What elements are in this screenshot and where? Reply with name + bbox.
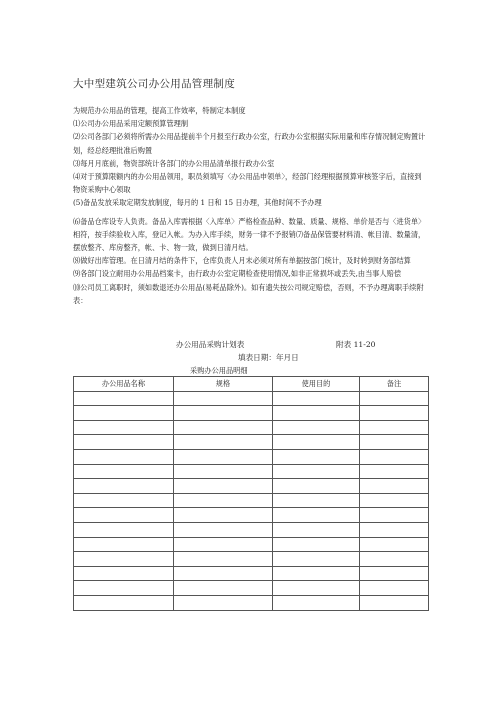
paragraph-item: ⑴公司办公用品采用定额预算管理制 — [73, 119, 189, 129]
table-cell — [74, 391, 174, 406]
table-cell — [174, 391, 273, 406]
table-cell — [174, 581, 273, 596]
detail-header: 采购办公用品明细 — [190, 366, 248, 375]
paragraph-item: ⑼各部门设立耐用办公用品档案卡，由行政办公室定期检查使用情况,如非正常损坏或丢失,由当事人赔偿 — [73, 269, 402, 279]
table-cell — [273, 435, 360, 450]
table-cell — [174, 493, 273, 508]
table-cell — [360, 406, 429, 421]
table-cell — [273, 479, 360, 494]
table-cell — [174, 537, 273, 552]
table-row — [74, 391, 429, 406]
table-cell — [174, 449, 273, 464]
paragraph-item: ⑻做好出库管理。在日清月结的条件下，仓库负责人月末必须对所有单据按部门统计，及时转到财务部结算 — [73, 256, 411, 266]
table-row — [74, 406, 429, 421]
paragraph-item: ⑷对于预算限额内的办公用品领用，职员须填写〈办公用品申领单〉，经部门经理根据预算审核签字后，直接到物资采购中心领取 — [73, 172, 422, 195]
table-cell — [273, 552, 360, 567]
column-header-purpose: 使用目的 — [273, 377, 360, 392]
table-cell — [74, 479, 174, 494]
table-row — [74, 566, 429, 581]
form-reference: 附表 11-20 — [336, 340, 376, 349]
table-cell — [273, 493, 360, 508]
column-header-remarks: 备注 — [360, 377, 429, 392]
table-cell — [74, 420, 174, 435]
table-cell — [174, 406, 273, 421]
table-cell — [174, 479, 273, 494]
table-cell — [74, 406, 174, 421]
table-cell — [74, 464, 174, 479]
table-cell — [74, 493, 174, 508]
table-cell — [174, 464, 273, 479]
table-row — [74, 464, 429, 479]
table-cell — [273, 464, 360, 479]
column-header-spec: 规格 — [174, 377, 273, 392]
table-cell — [174, 595, 273, 610]
table-cell — [360, 522, 429, 537]
table-cell — [74, 522, 174, 537]
table-cell — [273, 581, 360, 596]
table-row — [74, 420, 429, 435]
document-title: 大中型建筑公司办公用品管理制度 — [73, 78, 235, 90]
column-header-name: 办公用品名称 — [74, 377, 174, 392]
table-cell — [74, 552, 174, 567]
table-cell — [360, 493, 429, 508]
table-cell — [273, 508, 360, 523]
table-cell — [360, 420, 429, 435]
table-body — [74, 391, 429, 610]
table-cell — [273, 537, 360, 552]
table-cell — [360, 508, 429, 523]
table-cell — [360, 449, 429, 464]
table-cell — [74, 508, 174, 523]
table-cell — [74, 581, 174, 596]
paragraph-item: ⑹备品仓库设专人负责。备品入库需根据〈入库单〉严格检查品种、数量、质量、规格、单价是否与〈进货单〉相符，按手续验收入库，登记入帐。为办入库手续，财务一律不予报销⑺备品保管要材料清、帐目清、数量清，摆放整齐、库房整齐，帐、卡、物一致，做到日清月结。 — [73, 216, 426, 253]
table-cell — [273, 595, 360, 610]
table-cell — [174, 522, 273, 537]
paragraph-item: (5)备品发放采取定期发放制度，每月的 1 日和 15 日办理，其他时间不予办理 — [73, 198, 322, 208]
table-cell — [273, 406, 360, 421]
table-cell — [360, 391, 429, 406]
table-row — [74, 595, 429, 610]
table-row — [74, 522, 429, 537]
table-cell — [74, 435, 174, 450]
table-row — [74, 508, 429, 523]
table-cell — [273, 522, 360, 537]
table-cell — [360, 552, 429, 567]
table-cell — [360, 595, 429, 610]
table-cell — [74, 449, 174, 464]
document-body — [73, 104, 428, 307]
table-row — [74, 552, 429, 567]
table-cell — [74, 595, 174, 610]
paragraph-intro: 为规范办公用品的管理，提高工作效率，特制定本制度 — [73, 106, 246, 115]
table-cell — [360, 581, 429, 596]
table-row — [74, 479, 429, 494]
table-cell — [273, 420, 360, 435]
form-caption: 办公用品采购计划表 — [176, 340, 245, 349]
table-cell — [273, 566, 360, 581]
table-row — [74, 537, 429, 552]
table-cell — [360, 537, 429, 552]
table-cell — [360, 479, 429, 494]
fill-date-label: 填表日期：年月日 — [238, 353, 299, 362]
table-cell — [174, 566, 273, 581]
paragraph-item: ⑶每月月底前，物资部统计各部门的办公用品清单报行政办公室 — [73, 158, 275, 168]
paragraph-item: ⑽公司员工离职时，须如数退还办公用品(易耗品除外)。如有遗失按公司规定赔偿，否则，不予办理离职手续附表： — [73, 282, 424, 305]
table-cell — [273, 449, 360, 464]
table-cell — [360, 464, 429, 479]
purchase-plan-table — [73, 376, 429, 611]
table-cell — [174, 435, 273, 450]
table-cell — [360, 566, 429, 581]
table-cell — [74, 566, 174, 581]
table-cell — [174, 508, 273, 523]
table-cell — [174, 420, 273, 435]
table-cell — [174, 552, 273, 567]
table-cell — [360, 435, 429, 450]
table-cell — [74, 537, 174, 552]
table-row — [74, 493, 429, 508]
table-header-row — [74, 377, 429, 392]
paragraph-item: ⑵公司各部门必须将所需办公用品提前半个月报至行政办公室，行政办公室根据实际用量和库存情况制定购置计划，经总经理批准后购置 — [73, 132, 426, 155]
table-row — [74, 581, 429, 596]
table-row — [74, 435, 429, 450]
table-row — [74, 449, 429, 464]
table-cell — [273, 391, 360, 406]
